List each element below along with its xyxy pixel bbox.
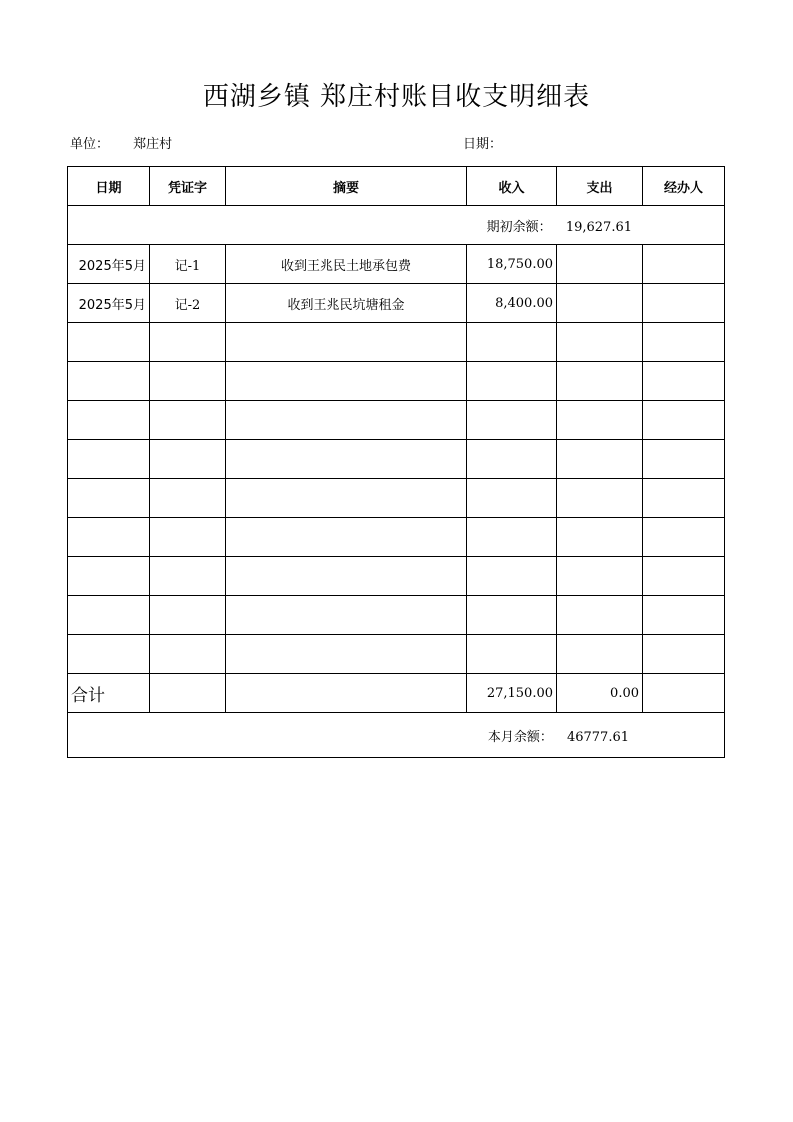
- date-label: 日期：: [463, 137, 503, 152]
- closing-balance-label: 本月余额：: [487, 729, 553, 745]
- unit-value: 郑庄村: [133, 137, 173, 152]
- row-handler: [643, 245, 725, 284]
- header-voucher: 凭证字: [150, 167, 226, 206]
- empty-row: [68, 323, 725, 362]
- opening-balance-cell: [68, 206, 725, 245]
- opening-balance-row: [68, 206, 725, 245]
- row-expense: [557, 245, 643, 284]
- empty-row: [68, 479, 725, 518]
- row-income: 18,750.00: [467, 245, 557, 284]
- table-row: [68, 245, 725, 284]
- opening-balance-label: 期初余额：: [486, 219, 552, 235]
- unit-info: [70, 133, 172, 152]
- empty-row: [68, 635, 725, 674]
- header-handler: 经办人: [643, 167, 725, 206]
- empty-row: [68, 440, 725, 479]
- row-summary: 收到王兆民坑塘租金: [226, 284, 467, 323]
- totals-row: [68, 674, 725, 713]
- header-date: 日期: [68, 167, 150, 206]
- header-summary: 摘要: [226, 167, 467, 206]
- totals-label: 合计: [68, 674, 150, 713]
- date-info: [463, 133, 502, 152]
- row-voucher: 记-2: [150, 284, 226, 323]
- closing-balance-cell: [68, 713, 725, 758]
- empty-row: [68, 557, 725, 596]
- unit-label: 单位：: [70, 137, 110, 152]
- row-handler: [643, 284, 725, 323]
- table-row: [68, 284, 725, 323]
- empty-row: [68, 518, 725, 557]
- row-summary: 收到王兆民土地承包费: [226, 245, 467, 284]
- empty-row: [68, 596, 725, 635]
- row-income: 8,400.00: [467, 284, 557, 323]
- header-income: 收入: [467, 167, 557, 206]
- row-date: 2025年5月: [68, 245, 150, 284]
- header-row: [68, 167, 725, 206]
- opening-balance-value: 19,627.61: [565, 219, 632, 235]
- ledger-table: [67, 166, 725, 758]
- row-expense: [557, 284, 643, 323]
- closing-balance-value: 46777.61: [566, 729, 629, 745]
- page-title: 西湖乡镇 郑庄村账目收支明细表: [202, 82, 591, 112]
- row-voucher: 记-1: [150, 245, 226, 284]
- totals-income: 27,150.00: [467, 674, 557, 713]
- header-expense: 支出: [557, 167, 643, 206]
- empty-row: [68, 362, 725, 401]
- row-date: 2025年5月: [68, 284, 150, 323]
- closing-balance-row: [68, 713, 725, 758]
- empty-row: [68, 401, 725, 440]
- totals-expense: 0.00: [557, 674, 643, 713]
